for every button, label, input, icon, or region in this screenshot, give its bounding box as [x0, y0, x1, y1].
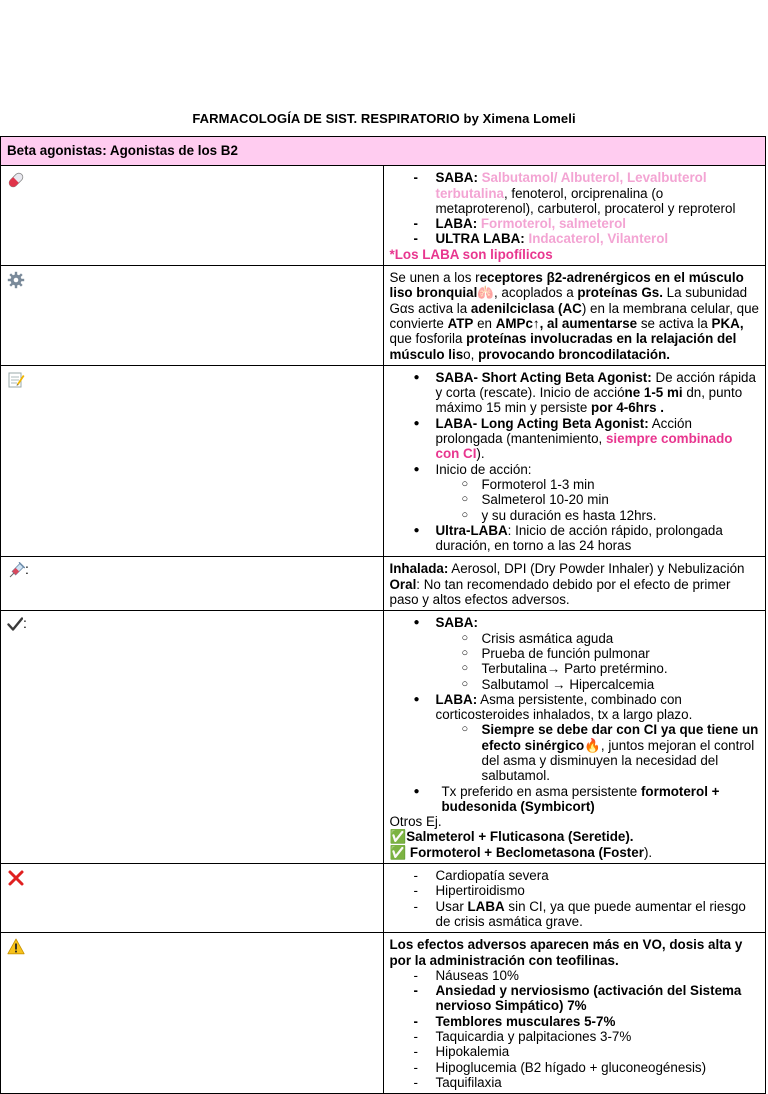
icon-suffix: : [23, 615, 27, 632]
mechanism-text: proteínas involucradas en la relajación del músculo lis [389, 331, 737, 362]
beta-agonists-table [0, 136, 766, 1094]
oral-label: Oral [389, 576, 417, 592]
combination-text: ). [643, 844, 653, 860]
list-item: ○ Formoterol 1-3 min [390, 477, 760, 492]
oral-text: : No tan recomendado debido por el efecto de primer paso y altos efectos adversos. [389, 576, 731, 608]
mechanism-text: ) en la membrana celular, que convierte [389, 300, 759, 331]
pill-icon [1, 166, 384, 266]
laba-long-acting-label: LABA- Long Acting Beta Agonist: [435, 415, 649, 431]
table-row [1, 864, 766, 933]
list-item [390, 722, 760, 783]
others-label: Otros Ej. [389, 814, 442, 830]
list-item: - Ansiedad y nerviosismo (activación del Sistema nervioso Simpático) 7% [390, 983, 760, 1014]
mechanism-text: ATP [447, 315, 474, 331]
duration-text: ). [476, 446, 485, 462]
mechanism-text: , acoplados a [493, 285, 578, 301]
indication-text: Siempre se debe dar con CI ya que tiene un efecto sinérgico [481, 722, 759, 753]
list-item [390, 370, 760, 416]
mechanism-cell [383, 266, 766, 366]
syringe-icon [1, 557, 384, 611]
duration-cell [383, 365, 766, 557]
list-item [390, 416, 760, 462]
list-item: - Taquifilaxia [390, 1075, 760, 1090]
table-row [1, 365, 766, 557]
combination-text: Salmeterol + Fluticasona (Seretide). [406, 829, 634, 845]
list-item: ○ Prueba de función pulmonar [390, 646, 760, 661]
list-item: ○ Salbutamol → Hipercalcemia [390, 677, 760, 692]
combination-text: Formoterol + Beclometasona (Foster [406, 844, 644, 860]
list-item [390, 561, 760, 576]
table-row [1, 166, 766, 266]
duration-text: De acción rápida y corta (rescate). Inicio de acció [435, 369, 756, 401]
table-header-row [1, 137, 766, 166]
list-item [390, 784, 760, 815]
drugs-cell [383, 166, 766, 266]
table-row [1, 557, 766, 611]
laba-drugs-highlight: Formoterol, salmeterol [480, 216, 626, 232]
check-box-icon: ✅ [389, 829, 407, 845]
memo-icon [1, 365, 384, 557]
inhaled-text: Aerosol, DPI (Dry Powder Inhaler) y Nebulización [448, 561, 745, 577]
list-item [390, 577, 760, 608]
indication-text: Tx preferido en asma persistente [441, 783, 641, 799]
adverse-intro: Los efectos adversos aparecen más en VO, dosis alta y por la administración con teofilinas. [389, 937, 743, 968]
list-item: ○ Crisis asmática aguda [390, 631, 760, 646]
routes-cell [383, 557, 766, 611]
list-item [390, 615, 760, 630]
list-item [390, 216, 760, 231]
contraindication-text: LABA [467, 898, 505, 914]
list-item: ○ y su duración es hasta 12hrs. [390, 508, 760, 523]
list-item: ○ Salmeterol 10-20 min [390, 492, 760, 507]
warning-icon [1, 933, 384, 1094]
list-item: - Hipokalemia [390, 1044, 760, 1059]
indication-text: , juntos mejoran el control del asma y disminuyen la necesidad del salbutamol. [481, 737, 755, 784]
list-item [390, 523, 760, 554]
cross-mark-icon [1, 864, 384, 933]
list-item: - Taquicardia y palpitaciones 3-7% [390, 1029, 760, 1044]
list-item [390, 692, 760, 723]
duration-text: Acción prolongada (mantenimiento, [435, 415, 692, 447]
duration-text: por 4-6hrs . [591, 400, 664, 416]
laba-label: LABA: [435, 691, 478, 707]
list-item: - Hipertiroidismo [390, 883, 760, 898]
saba-drugs-highlight: Salbutamol/ Albuterol, Levalbuterol terbutalina [435, 170, 707, 201]
page-title: FARMACOLOGÍA DE SIST. RESPIRATORIO by Ximena Lomeli [192, 111, 576, 126]
laba-label: LABA: [435, 216, 481, 232]
mechanism-text: o, [463, 346, 479, 362]
duration-text: dn, punto máximo 15 min y persiste [435, 385, 743, 416]
mechanism-text: Se unen a los r [389, 270, 480, 286]
contraindication-text: sin CI, ya que puede aumentar el riesgo de crisis asmática grave. [435, 898, 746, 929]
duration-text: : Inicio de acción rápido, prolongada duración, en torno a las 24 horas [435, 522, 723, 554]
mechanism-text: que fosforila [389, 331, 467, 347]
mechanism-text: La subunidad Gαs activa la [389, 285, 748, 316]
list-item [390, 170, 760, 216]
list-item: - Temblores musculares 5-7% [390, 1014, 760, 1029]
table-row [1, 611, 766, 864]
indications-cell [383, 611, 766, 864]
list-item [390, 845, 760, 860]
adverse-effects-cell [383, 933, 766, 1094]
mechanism-text: en [473, 315, 496, 331]
saba-label: SABA: [435, 170, 482, 186]
list-item [390, 899, 760, 930]
duration-text: e 1-5 mi [632, 385, 683, 401]
mechanism-text: PKA, [711, 315, 744, 331]
inhaled-label: Inhalada: [389, 561, 449, 577]
list-item: - Cardiopatía severa [390, 868, 760, 883]
saba-label: SABA: [435, 615, 478, 631]
table-row [1, 933, 766, 1094]
duration-text: n [624, 385, 633, 401]
ultra-laba-drugs-highlight: Indacaterol, Vilanterol [528, 231, 669, 247]
table-row [1, 266, 766, 366]
list-item: - Náuseas 10% [390, 968, 760, 983]
ultra-laba-label: Ultra-LABA [435, 522, 508, 538]
indication-text: formoterol + budesonida (Symbicort) [441, 783, 720, 814]
saba-drugs-rest: , fenoterol, orciprenalina (o metaproterenol), carbuterol, procaterol y reproterol [435, 185, 736, 216]
mechanism-text: se activa la [637, 315, 712, 331]
list-item [390, 829, 760, 844]
laba-combined-highlight: siempre combinado con CI [435, 431, 733, 462]
saba-short-acting-label: SABA- Short Acting Beta Agonist: [435, 369, 652, 385]
laba-lipophilic-note: *Los LABA son lipofílicos [389, 246, 553, 262]
mechanism-text: adenilciclasa (AC [470, 300, 582, 316]
table-header: Beta agonistas: Agonistas de los B2 [1, 137, 766, 166]
fire-icon: 🔥 [584, 737, 601, 753]
list-item [390, 231, 760, 246]
check-box-icon: ✅ [389, 844, 407, 860]
list-item: ○ Terbutalina→ Parto pretérmino. [390, 661, 760, 676]
list-item: ● Inicio de acción: [390, 462, 760, 477]
list-item: - Hipoglucemia (B2 hígado + gluconeogénesis) [390, 1060, 760, 1075]
lungs-icon: 🫁 [477, 285, 494, 301]
mechanism-text: proteínas Gs. [577, 285, 663, 301]
mechanism-text: eceptores β2-adrenérgicos en el músculo liso bronquial [389, 270, 744, 301]
indication-text: Asma persistente, combinado con corticosteroides inhalados, tx a largo plazo. [435, 691, 693, 723]
icon-suffix: : [25, 561, 29, 578]
mechanism-text: AMPc↑, al aumentarse [495, 315, 638, 331]
contraindication-text: Usar [435, 898, 468, 914]
mechanism-text: provocando broncodilatación. [478, 346, 671, 362]
ultra-laba-label: ULTRA LABA: [435, 231, 529, 247]
gear-icon [1, 266, 384, 366]
contraindications-cell [383, 864, 766, 933]
check-mark-icon [1, 611, 384, 864]
